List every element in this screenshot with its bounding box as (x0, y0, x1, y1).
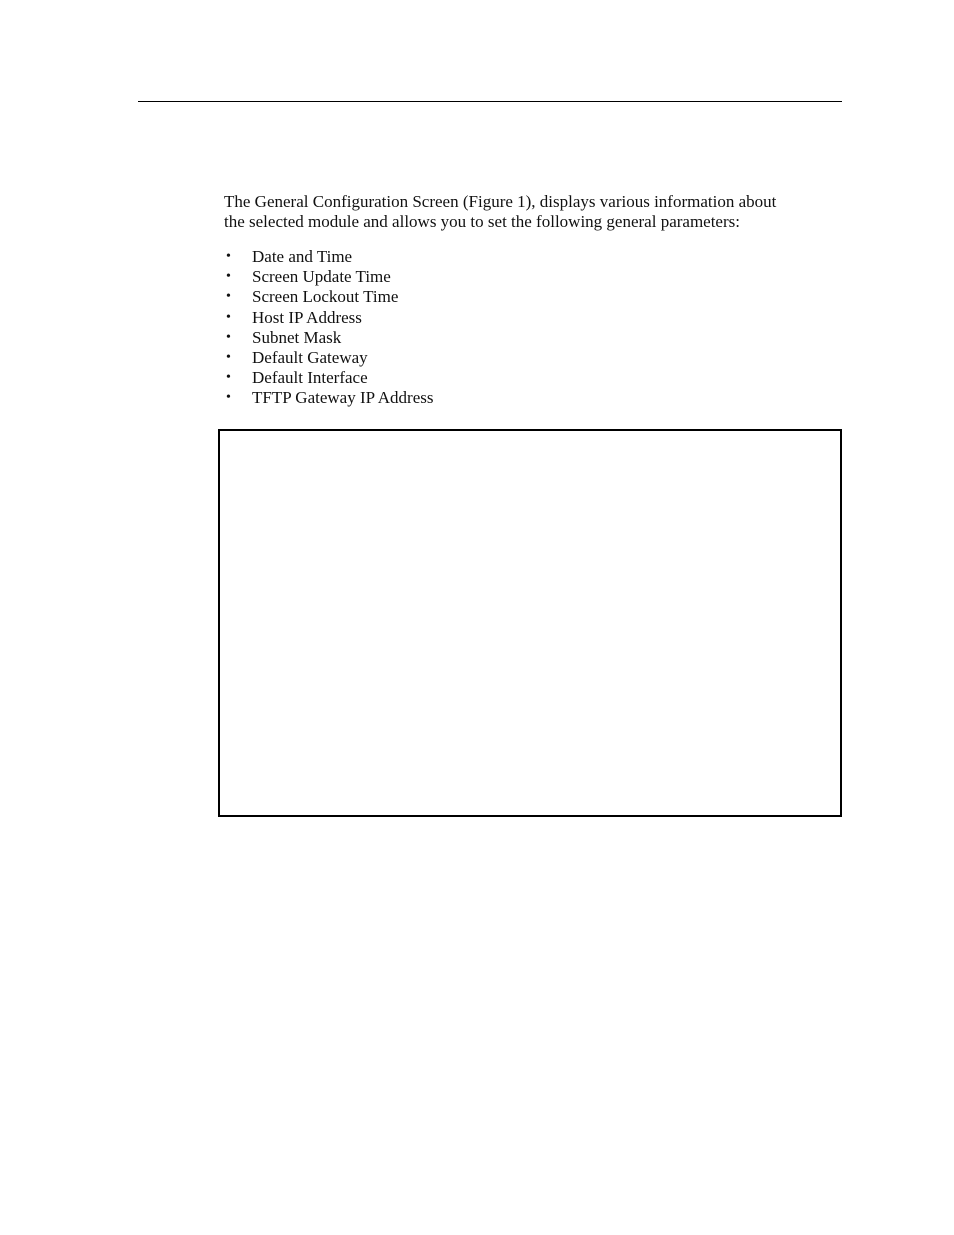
list-item-label: Subnet Mask (252, 327, 342, 347)
bullet-icon: • (226, 370, 231, 386)
list-item (224, 368, 824, 388)
list-item-label: Screen Lockout Time (252, 287, 399, 307)
list-item (224, 247, 824, 267)
list-item-label: Default Gateway (252, 347, 368, 367)
parameter-list (224, 247, 824, 409)
bullet-icon: • (226, 309, 231, 325)
bullet-icon: • (226, 390, 231, 406)
intro-paragraph (224, 192, 844, 232)
list-item (224, 388, 824, 408)
list-item (224, 328, 824, 348)
figure-frame (218, 429, 842, 817)
bullet-icon: • (226, 289, 231, 305)
list-item (224, 308, 824, 328)
list-item-label: Date and Time (252, 247, 353, 266)
list-item (224, 267, 824, 287)
header-rule (138, 101, 842, 102)
bullet-icon: • (226, 349, 231, 365)
intro-line-2: the selected module and allows you to set the following general parameters: (224, 212, 740, 231)
list-item-label: Host IP Address (252, 307, 362, 327)
list-item-label: Screen Update Time (252, 267, 391, 287)
list-item (224, 287, 824, 307)
bullet-icon: • (226, 249, 231, 264)
bullet-icon: • (226, 269, 231, 285)
list-item (224, 348, 824, 368)
list-item-label: Default Interface (252, 368, 368, 388)
list-item-label: TFTP Gateway IP Address (252, 388, 434, 408)
bullet-icon: • (226, 329, 231, 345)
intro-line-1: The General Configuration Screen (Figure 1), displays various information about (224, 192, 777, 211)
